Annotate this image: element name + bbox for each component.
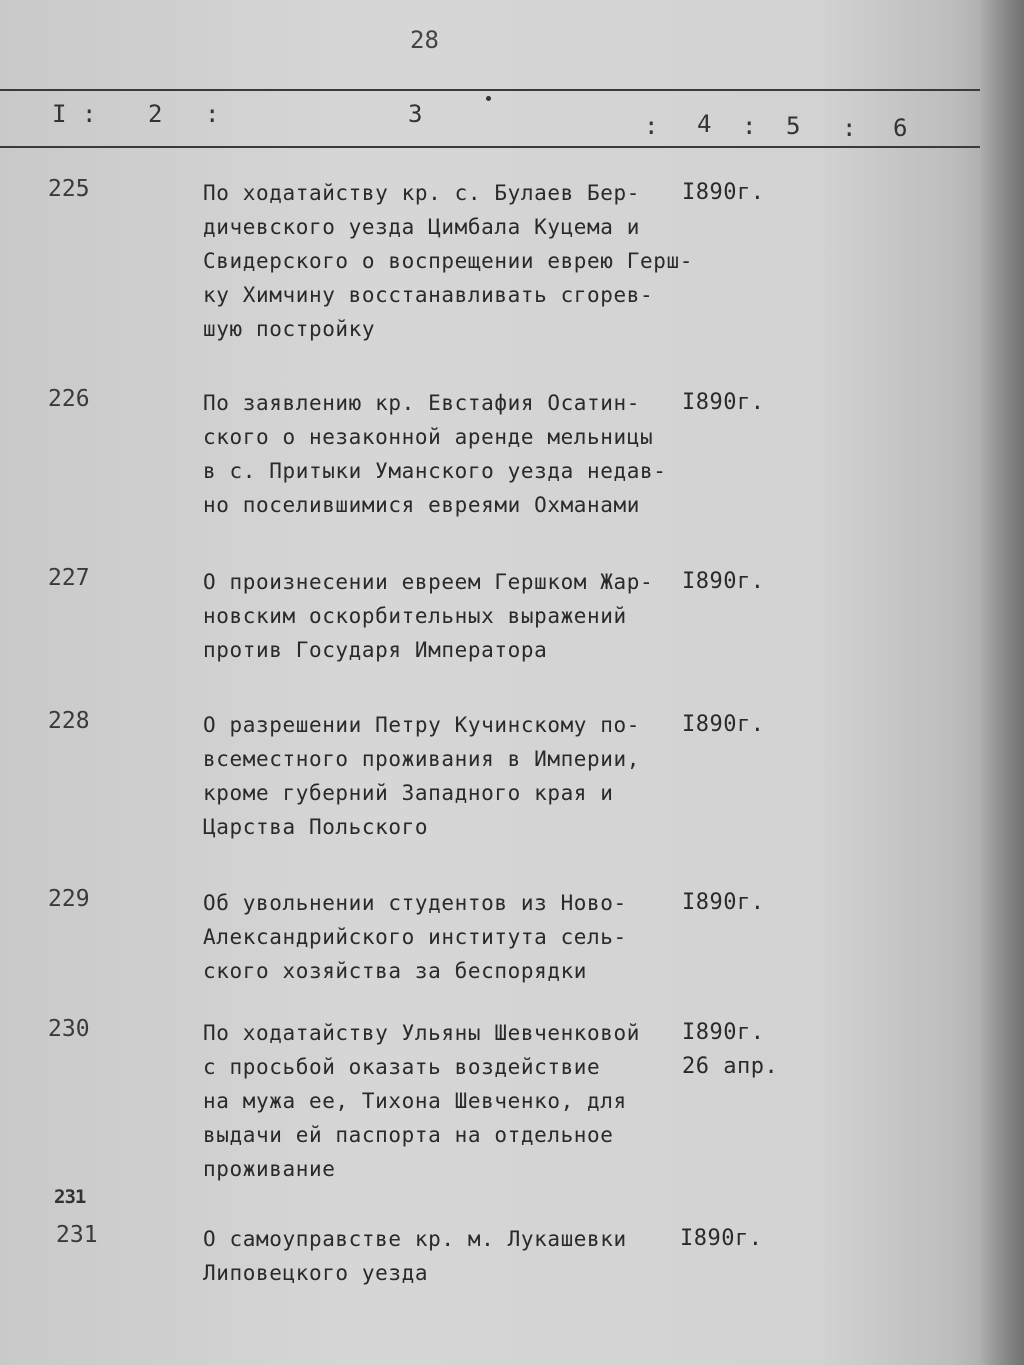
col-sep: : xyxy=(842,114,857,142)
col-header-3: 3 xyxy=(408,100,423,128)
col-header-6: 6 xyxy=(893,114,908,142)
entry-line: ку Химчину восстанавливать сгорев- xyxy=(203,283,654,307)
entry-number: 229 xyxy=(48,886,90,912)
entry-line: всеместного проживания в Империи, xyxy=(203,747,641,771)
col-sep: : xyxy=(742,112,757,140)
page-edge-shadow xyxy=(978,0,1024,1365)
entry-year: I890г. xyxy=(680,1226,763,1251)
entry-description xyxy=(203,1222,627,1290)
entry-line: Об увольнении студентов из Ново- xyxy=(203,891,627,915)
entry-line: По ходатайству Ульяны Шевченковой xyxy=(203,1021,641,1045)
entry-line: Липовецкого уезда xyxy=(203,1261,429,1285)
entry-line: шую постройку xyxy=(203,317,376,341)
entry-line: с просьбой оказать воздействие xyxy=(203,1055,601,1079)
entry-date xyxy=(682,386,764,420)
col-header-1: I xyxy=(52,100,67,128)
entry-day: 26 апр. xyxy=(682,1054,779,1079)
entry-line: в с. Притыки Уманского уезда недав- xyxy=(203,459,667,483)
page-number: 28 xyxy=(410,26,439,54)
entry-description xyxy=(203,386,667,522)
entry-year: I890г. xyxy=(682,712,765,737)
col-sep: : xyxy=(205,100,220,128)
entry-line: на мужа ее, Тихона Шевченко, для xyxy=(203,1089,627,1113)
entry-date xyxy=(682,176,764,210)
entry-year: I890г. xyxy=(682,890,765,915)
entry-year: I890г. xyxy=(682,569,765,594)
entry-number: 228 xyxy=(48,708,90,734)
entry-line: О разрешении Петру Кучинскому по- xyxy=(203,713,641,737)
ink-dot xyxy=(486,96,491,101)
entry-number: 225 xyxy=(48,176,90,202)
entry-description xyxy=(203,886,627,988)
col-header-5: 5 xyxy=(786,112,801,140)
header-rule-bottom xyxy=(0,146,980,148)
entry-number: 227 xyxy=(48,565,90,591)
entry-number: 230 xyxy=(48,1016,90,1042)
entry-line: О произнесении евреем Гершком Жар- xyxy=(203,570,654,594)
entry-line: выдачи ей паспорта на отдельное xyxy=(203,1123,614,1147)
entry-number: 231 xyxy=(56,1222,98,1248)
entry-line: но поселившимися евреями Охманами xyxy=(203,493,641,517)
entry-date xyxy=(682,1016,778,1084)
entry-description xyxy=(203,708,640,844)
entry-date xyxy=(680,1222,762,1256)
entry-date xyxy=(682,886,764,920)
entry-line: кроме губерний Западного края и xyxy=(203,781,614,805)
entry-year: I890г. xyxy=(682,180,765,205)
entry-line: Царства Польского xyxy=(203,815,429,839)
entry-description xyxy=(203,565,653,667)
entry-date xyxy=(682,708,764,742)
entry-line: ского о незаконной аренде мельницы xyxy=(203,425,654,449)
entry-line: По ходатайству кр. с. Булаев Бер- xyxy=(203,181,641,205)
col-sep: : xyxy=(644,112,659,140)
entry-line: против Государя Императора xyxy=(203,638,548,662)
entry-description xyxy=(203,176,693,346)
entry-year: I890г. xyxy=(682,390,765,415)
header-rule-top xyxy=(0,89,980,91)
entry-year: I890г. xyxy=(682,1020,765,1045)
col-header-2: 2 xyxy=(148,100,163,128)
entry-description xyxy=(203,1016,640,1186)
entry-line: Свидерского о воспрещении еврею Герш- xyxy=(203,249,693,273)
entry-number: 226 xyxy=(48,386,90,412)
entry-line: проживание xyxy=(203,1157,336,1181)
entry-date xyxy=(682,565,764,599)
entry-line: Александрийского института сель- xyxy=(203,925,627,949)
overtyped-number: 231 xyxy=(54,1186,86,1208)
entry-line: По заявлению кр. Евстафия Осатин- xyxy=(203,391,641,415)
entry-line: ского хозяйства за беспорядки xyxy=(203,959,588,983)
col-header-4: 4 xyxy=(697,110,712,138)
entry-line: новским оскорбительных выражений xyxy=(203,604,627,628)
entry-line: дичевского уезда Цимбала Куцема и xyxy=(203,215,641,239)
entry-line: О самоуправстве кр. м. Лукашевки xyxy=(203,1227,627,1251)
col-sep: : xyxy=(82,100,97,128)
